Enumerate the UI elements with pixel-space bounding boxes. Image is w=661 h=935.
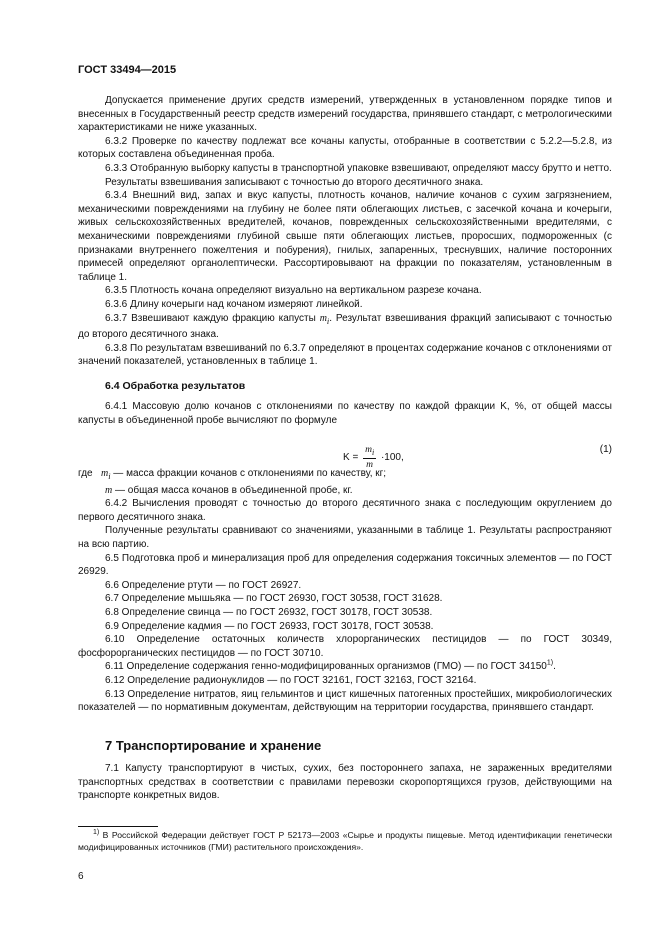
paragraph: Результаты взвешивания записывают с точностью до второго десятичного знака.: [105, 176, 484, 188]
paragraph-6-3-7: 6.3.7 Взвешивают каждую фракцию капусты $m_i$. Результат взвешивания фракций записывают с точностью до второго десятичного знака.: [78, 312, 613, 341]
paragraph: 6.13 Определение нитратов, яиц гельминтов и цист кишечных патогенных простейших, микробиологических показателей — по нормативным документам, действующим на территории государства, принявшего стандарт.: [78, 688, 612, 714]
paragraph: 7.1 Капусту транспортируют в чистых, сухих, без постороннего запаха, не зараженных вредителями транспортных средствах в соответствии с правилами перевозки скоропортящихся грузов, действующими на транспорте конкретных видов.: [78, 763, 612, 802]
paragraph: 6.10 Определение остаточных количеств хлорорганических пестицидов — по ГОСТ 30349, фосфорорганических пестицидов — по ГОСТ 30710.: [78, 634, 612, 659]
section-7-heading: 7 Транспортирование и хранение: [105, 738, 322, 753]
paragraph: 6.9 Определение кадмия — по ГОСТ 26933, ГОСТ 30178, ГОСТ 30538.: [105, 620, 434, 632]
section-6-4-1-text: [78, 400, 612, 427]
paragraph: 6.3.2 Проверке по качеству подлежат все кочаны капусты, отобранные в соответствии с 5.2.2—5.2.8, из которых составлена объединенная проба.: [78, 135, 612, 161]
section-7-text: [78, 762, 612, 803]
section-heading: 6.4 Обработка результатов: [105, 380, 246, 392]
formula-legend: [78, 467, 612, 715]
legend-line: где $m_i$ — масса фракции кочанов с отклонениями по качеству, кг;: [78, 468, 387, 481]
document-header: ГОСТ 33494—2015: [78, 64, 177, 76]
legend-line: m — общая масса кочанов в объединенной пробе, кг.: [105, 484, 353, 496]
paragraph: Допускается применение других средств измерений, утвержденных в установленном порядке типов и внесенных в Государственный реестр средств измерений государства, принявшего стандарт, с метрологическими характеристиками не ниже указанных.: [78, 95, 612, 134]
paragraph-6-11: 6.11 Определение содержания генно-модифицированных организмов (ГМО) — по ГОСТ 34150$^{1)}$.: [105, 659, 556, 673]
section-6-3-text: [78, 94, 612, 369]
footnote: $^{1)}$ В Российской Федерации действует ГОСТ Р 52173—2003 «Сырье и продукты пищевые. Метод идентификации генетически модифицированных источников (ГМИ) растительного происхождения».: [78, 829, 612, 852]
footnote-ref: 1): [546, 659, 554, 667]
paragraph: 6.7 Определение мышьяка — по ГОСТ 26930, ГОСТ 30538, ГОСТ 31628.: [105, 593, 443, 605]
paragraph: 6.3.6 Длину кочерыги над кочаном измеряют линейкой.: [105, 298, 363, 310]
formula-expression: K = $\frac{m_i}{m}$ ·100,: [343, 445, 404, 470]
paragraph: 6.3.8 По результатам взвешиваний по 6.3.7 определяют в процентах содержание кочанов с отклонениями от значений показателей, установленных в таблице 1.: [78, 342, 612, 368]
formula-1: [78, 436, 612, 470]
paragraph: 6.3.3 Отобранную выборку капусты в транспортной упаковке взвешивают, определяют массу брутто и нетто.: [105, 162, 612, 174]
paragraph: 6.4.1 Массовую долю кочанов с отклонениями по качеству по каждой фракции K, %, от общей массы капусты в объединенной пробе вычисляют по формуле: [78, 401, 612, 426]
formula-number: (1): [599, 444, 612, 455]
paragraph: 6.12 Определение радионуклидов — по ГОСТ 32161, ГОСТ 32163, ГОСТ 32164.: [105, 674, 477, 686]
paragraph: 6.8 Определение свинца — по ГОСТ 26932, ГОСТ 30178, ГОСТ 30538.: [105, 606, 433, 618]
page-number: 6: [78, 871, 84, 882]
paragraph: Полученные результаты сравнивают со значениями, указанными в таблице 1. Результаты распространяют на всю партию.: [78, 525, 612, 550]
paragraph: 6.5 Подготовка проб и минерализация проб для определения содержания токсичных элементов — по ГОСТ 26929.: [78, 552, 612, 578]
footnote-mark: 1): [93, 829, 100, 837]
formula-fraction: $\frac{m_i}{m}$: [365, 445, 375, 470]
paragraph: 6.3.5 Плотность кочана определяют визуально на вертикальном разрезе кочана.: [105, 285, 482, 297]
paragraph: 6.3.4 Внешний вид, запах и вкус капусты, плотность кочанов, наличие кочанов с сухим загрязнением, механическими повреждениями на глубину не более пяти облегающих листьев, с засечкой кочана и кочерыги, живых сельскохозяйственных вредителей, кочанов, поврежденных сельскохозяйственными вредителями, с механическими повреждениями глубиной свыше пяти облегающих листьев, проросших, подмороженных (с признаками внутреннего пожелтения и побурения), гнилых, запаренных, треснувших, наличие посторонних примесей определяют органолептически. Рассортировывают на фракции по показателям, установленным в таблице 1.: [78, 190, 612, 283]
paragraph: 6.6 Определение ртути — по ГОСТ 26927.: [105, 579, 302, 591]
paragraph: 6.4.2 Вычисления проводят с точностью до второго десятичного знака с последующим округлением до первого десятичного знака.: [78, 498, 612, 523]
footnote-divider: [78, 826, 158, 827]
